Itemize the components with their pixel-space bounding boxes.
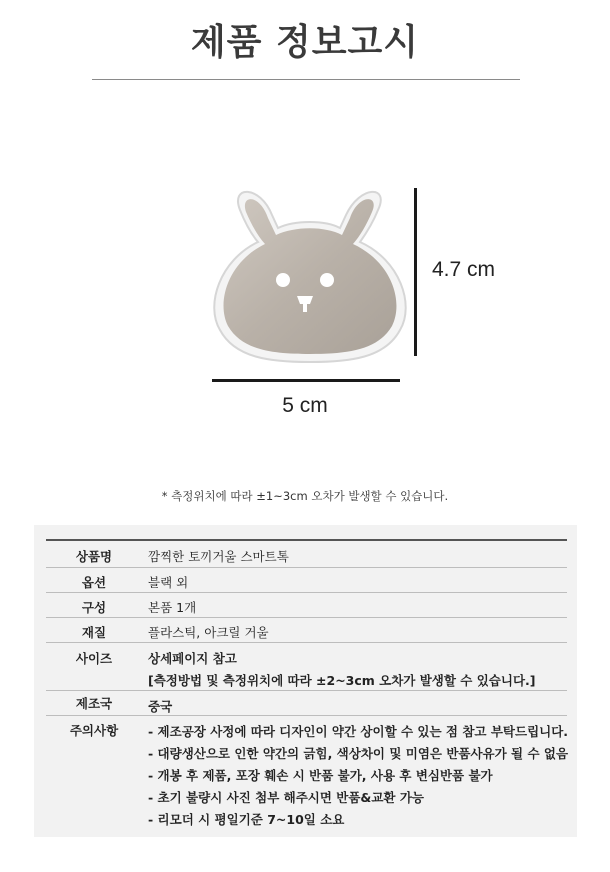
row-divider [46, 592, 567, 593]
right-eye [320, 273, 334, 287]
width-label: 5 cm [282, 394, 328, 417]
caution-item: - 제조공장 사정에 따라 디자인이 약간 상이할 수 있는 점 참고 부탁드립니다. [148, 724, 569, 739]
width-dimension-line [212, 379, 400, 382]
title-divider [92, 79, 520, 80]
row-divider [46, 715, 567, 716]
caution-item: - 초기 불량시 사진 첨부 해주시면 반품&교환 가능 [148, 790, 424, 805]
height-dimension-line [414, 188, 417, 356]
value-origin: 중국 [148, 699, 173, 714]
row-divider [46, 617, 567, 618]
table-top-rule [46, 539, 567, 541]
label-origin: 제조국 [75, 696, 113, 711]
label-caution: 주의사항 [69, 723, 119, 738]
page-title: 제품 정보고시 [190, 22, 420, 63]
row-divider [46, 567, 567, 568]
height-label: 4.7 cm [432, 258, 496, 281]
row-divider [46, 690, 567, 691]
label-material: 재질 [81, 625, 107, 640]
value-product-name: 깜찍한 토끼거울 스마트톡 [148, 549, 289, 564]
label-product-name: 상품명 [75, 549, 113, 564]
label-composition: 구성 [81, 600, 107, 615]
value-material: 플라스틱, 아크릴 거울 [148, 625, 269, 640]
caution-item: - 개봉 후 제품, 포장 훼손 시 반품 불가, 사용 후 변심반품 불가 [148, 768, 493, 783]
row-divider [46, 642, 567, 643]
value-size: 상세페이지 참고 [148, 651, 237, 666]
bunny-mirror-image [200, 180, 420, 370]
label-size: 사이즈 [75, 651, 113, 666]
value-size-note: [측정방법 및 측정위치에 따라 ±2~3cm 오차가 발생할 수 있습니다.] [148, 673, 536, 688]
value-composition: 본품 1개 [148, 600, 197, 615]
value-option: 블랙 외 [148, 575, 189, 590]
measurement-note: * 측정위치에 따라 ±1~3cm 오차가 발생할 수 있습니다. [161, 489, 449, 503]
left-eye [276, 273, 290, 287]
caution-item: - 리모더 시 평일기준 7~10일 소요 [148, 812, 345, 827]
label-option: 옵션 [81, 575, 107, 590]
caution-item: - 대량생산으로 인한 약간의 긁힘, 색상차이 및 미염은 반품사유가 될 수 없음 [148, 746, 569, 761]
product-info-table [34, 525, 577, 837]
